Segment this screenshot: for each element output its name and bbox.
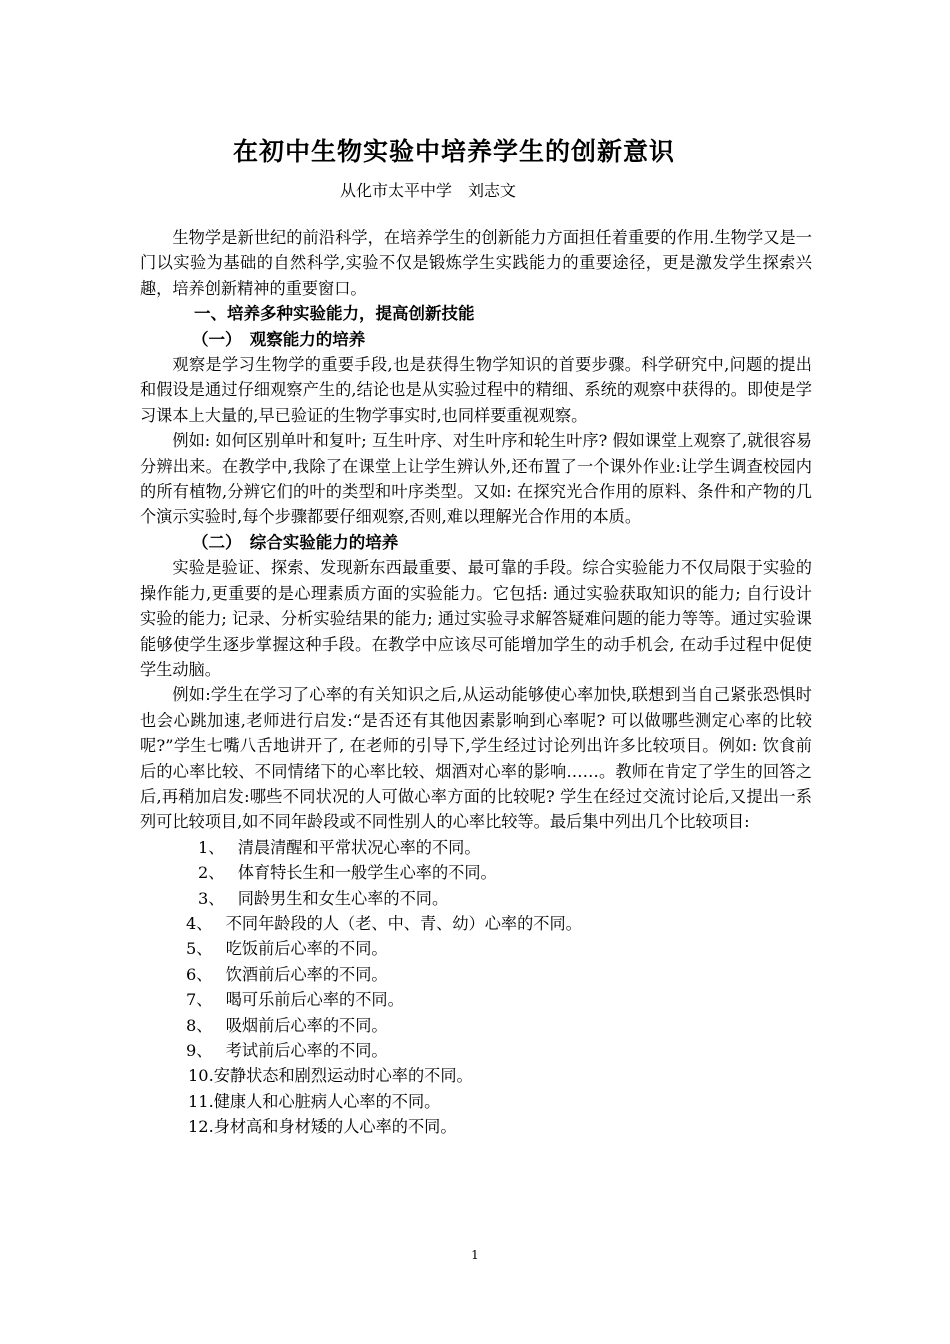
list-item: 11.健康人和心脏病人心率的不同。 [188, 1091, 441, 1111]
observation-example-paragraph: 例如: 如何区别单叶和复叶; 互生叶序、对生叶序和轮生叶序? 假如课堂上观察了,就很容易分辨出来。在教学中,我除了在课堂上让学生辨认外,还布置了一个课外作业:让学生调查校园内的所有植物,分辨它们的叶的类型和叶序类型。又如: 在探究光合作用的原料、条件和产物的几个演示实验时,每个步骤都要仔细观察,否则,难以理解光合作用的本质。 [140, 431, 812, 527]
list-item: 10.安静状态和剧烈运动时心率的不同。 [188, 1066, 473, 1086]
subsection-heading-experiment: （二） 综合实验能力的培养 [192, 532, 399, 552]
list-item: 1、 清晨清醒和平常状况心率的不同。 [198, 837, 481, 857]
section-heading: 一、培养多种实验能力，提高创新技能 [194, 304, 475, 324]
document-title: 在初中生物实验中培养学生的创新意识 [232, 137, 675, 166]
list-item: 5、 吃饭前后心率的不同。 [186, 939, 388, 959]
list-item: 7、 喝可乐前后心率的不同。 [186, 990, 404, 1010]
author-line: 从化市太平中学 刘志文 [340, 181, 517, 200]
subsection-heading-observation: （一） 观察能力的培养 [192, 329, 366, 349]
document-body [140, 225, 812, 1140]
list-item: 9、 考试前后心率的不同。 [186, 1041, 388, 1060]
list-item: 2、 体育特长生和一般学生心率的不同。 [198, 863, 497, 883]
list-item: 3、 同龄男生和女生心率的不同。 [198, 888, 449, 908]
page-number: 1 [471, 1248, 479, 1262]
list-item: 6、 饮酒前后心率的不同。 [186, 964, 388, 984]
list-item: 12.身材高和身材矮的人心率的不同。 [188, 1117, 457, 1137]
experiment-paragraph: 实验是验证、探索、发现新东西最重要、最可靠的手段。综合实验能力不仅局限于实验的操作能力,更重要的是心理素质方面的实验能力。它包括: 通过实验获取知识的能力; 自行设计实验的能力; 记录、分析实验结果的能力; 通过实验寻求解答疑难问题的能力等等。通过实验课能够使学生逐步掌握这种手段。在教学中应该尽可能增加学生的动手机会, 在动手过程中促使学生动脑。 [140, 558, 812, 679]
intro-paragraph: 生物学是新世纪的前沿科学，在培养学生的创新能力方面担任着重要的作用.生物学又是一门以实验为基础的自然科学,实验不仅是锻炼学生实践能力的重要途径，更是激发学生探索兴趣，培养创新精神的重要窗口。 [140, 228, 812, 298]
observation-paragraph: 观察是学习生物学的重要手段,也是获得生物学知识的首要步骤。科学研究中,问题的提出和假设是通过仔细观察产生的,结论也是从实验过程中的精细、系统的观察中获得的。即使是学习课本上大量的,早已验证的生物学事实时,也同样要重视观察。 [140, 355, 812, 425]
list-item: 4、 不同年龄段的人（老、中、青、幼）心率的不同。 [186, 913, 582, 933]
comparison-list [140, 835, 812, 1140]
list-item: 8、 吸烟前后心率的不同。 [186, 1015, 388, 1035]
experiment-example-paragraph: 例如:学生在学习了心率的有关知识之后,从运动能够使心率加快,联想到当自己紧张恐惧时也会心跳加速,老师进行启发:“是否还有其他因素影响到心率呢? 可以做哪些测定心率的比较呢?”学生七嘴八舌地讲开了, 在老师的引导下,学生经过讨论列出许多比较项目。例如: 饮食前后的心率比较、不同情绪下的心率比较、烟酒对心率的影响……。教师在肯定了学生的回答之后,再稍加启发:哪些不同状况的人可做心率方面的比较呢? 学生在经过交流讨论后,又提出一系列可比较项目,如不同年龄段或不同性别人的心率比较等。最后集中列出几个比较项目: [140, 685, 812, 832]
